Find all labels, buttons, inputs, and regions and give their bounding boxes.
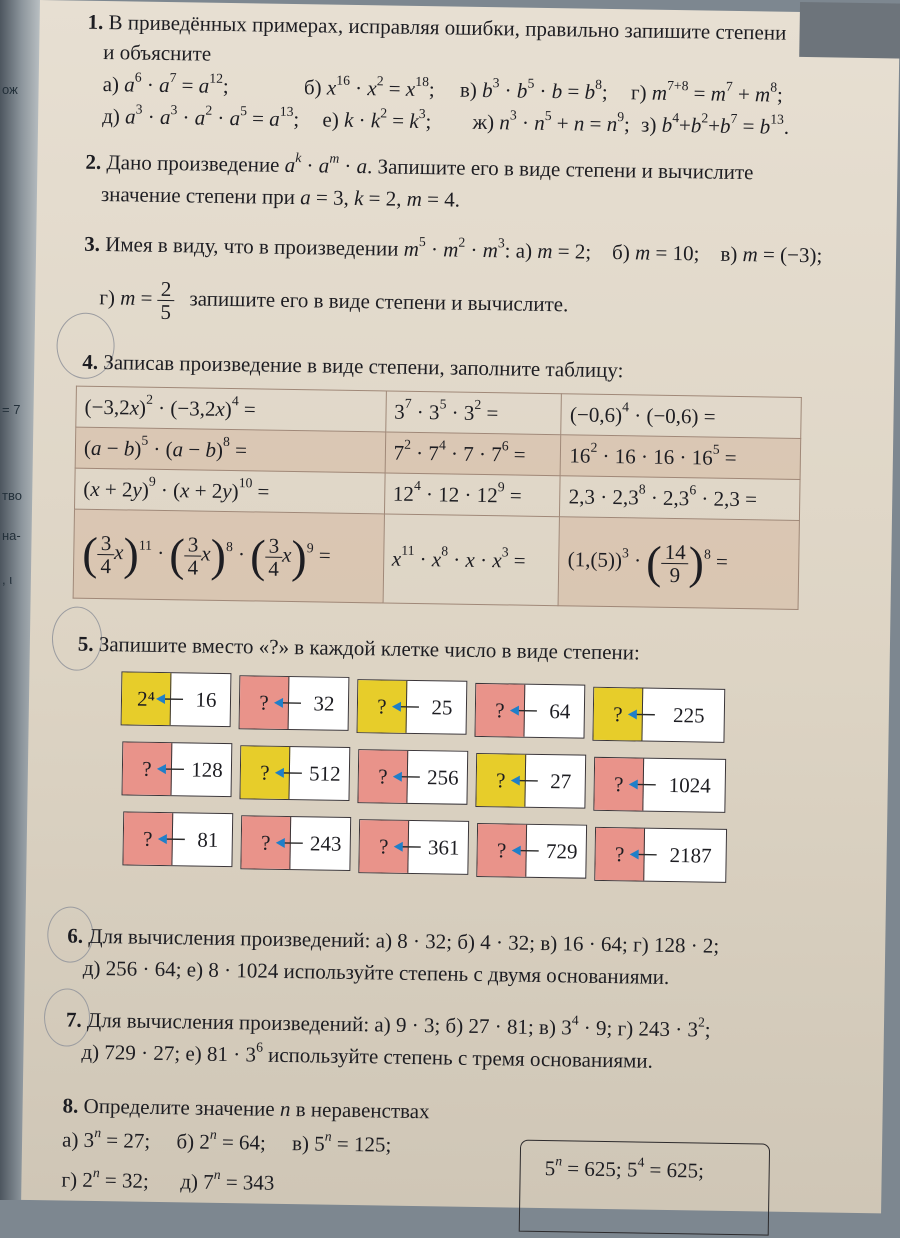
task6-text: Для вычисления произведений: а) 8 · 32; б) 4 · 32; в) 16 · 64; г) 128 · 2; (88, 924, 719, 958)
arrow-left-icon (157, 762, 185, 776)
table-cell: $7^2 \cdot 7^4 \cdot 7 \cdot 7^6$ = (385, 432, 561, 476)
binding-mark: тво (2, 488, 22, 503)
task4-table (73, 386, 802, 610)
cell-number: 361 (419, 821, 468, 874)
task3-text-line2: запишите его в виде степени и вычислите. (189, 287, 568, 317)
cell-answer-slot: ? (123, 812, 173, 865)
binding-mark: на- (2, 528, 21, 543)
example-box-text: 5$^n$ = 625; $5^4 = 625$; (545, 1155, 705, 1183)
table-cell: ( $\frac{3}{4}$ x)$^{11}$ · ( $\frac{3}{4}$ x)$^8$ · ( $\frac{3}{4}$ x)$^9$ = (73, 509, 384, 603)
task6-line1 (67, 923, 719, 959)
cell-answer-slot: ? (358, 680, 408, 733)
cell-answer-slot: ? (594, 758, 644, 811)
example-text: = 625; (644, 1158, 704, 1183)
table-cell: $2,3 \cdot 2,3^8 \cdot 2,3^6 \cdot 2,3$ = (560, 476, 800, 521)
table-cell: $(x + 2y)^9 \cdot (x + 2y)^{10}$ = (75, 468, 385, 514)
arrow-left-icon (158, 832, 186, 846)
power-cell (357, 679, 468, 735)
task7-text: · 9; г) 243 · 3 (578, 1016, 698, 1042)
cell-number: 81 (183, 813, 232, 866)
cell-answer-slot: ? (475, 684, 525, 737)
task2-text-line2: значение степени при (101, 182, 295, 209)
task-number: 1. (87, 10, 103, 34)
cell-number: 729 (537, 825, 586, 878)
task1-text: В приведённых примерах, исправляя ошибки, правильно запишите степени (108, 10, 786, 45)
task2-text: Дано произведение (106, 150, 279, 177)
cell-number: 128 (183, 743, 232, 796)
cell-number: 16 (182, 673, 231, 726)
task4-heading (82, 349, 623, 383)
option-label: з) (641, 112, 657, 136)
example-box (519, 1140, 770, 1236)
cell-number: 2187 (655, 829, 726, 882)
task3-heading: 3. Имея в виду, что в произведении $m^5 \cdot m^2 \cdot m^3$: а) m = 2; б) m = 10; в) m = (−3); (84, 231, 823, 269)
task-number: 7. (66, 1008, 82, 1032)
task1-row1: а) $a^6 \cdot a^7 = a^{12}$; б) $x^{16} \cdot x^2 = x^{18}$; в) $b^3 \cdot b^5 \cdot b = b^8$; г) $m^{7+8} = m^7 + m^8$; (102, 71, 783, 108)
power-cell (476, 823, 587, 879)
cell-number: 25 (418, 681, 467, 734)
task5-heading (78, 631, 640, 666)
power-cell (593, 757, 726, 813)
cell-number: 225 (653, 689, 724, 742)
power-cell (239, 745, 350, 801)
cell-answer-slot: ? (359, 820, 409, 873)
task2-heading: 2. Дано произведение $a^k \cdot a^m \cdot a$. Запишите его в виде степени и вычислите (85, 149, 753, 185)
cell-number: 64 (535, 685, 584, 738)
arrow-left-icon (628, 707, 656, 721)
scan-background (799, 2, 900, 59)
cell-number: 243 (301, 817, 350, 870)
cell-answer-slot: ? (358, 750, 408, 803)
task-number: 2. (85, 150, 101, 174)
arrow-left-icon (512, 844, 540, 858)
task1-row2: д) $a^3 \cdot a^3 \cdot a^2 \cdot a^5 = a^{13}$; е) $k \cdot k^2 = k^3$; ж) $n^3 \cdot n^5 + n = n^9$; з) $b^4+b^2+b^7 = b^{13}$. (102, 103, 789, 140)
option-label: а) (102, 72, 119, 96)
table-cell: $12^4 \cdot 12 \cdot 12^9$ = (384, 473, 560, 517)
arrow-left-icon (156, 692, 184, 706)
table-cell: $(a - b)^5 \cdot (a - b)^8$ = (75, 427, 385, 473)
task8-row1: а) $3^n = 27$; б) $2^n = 64$; в) $5^n = 125$; (62, 1126, 392, 1157)
arrow-left-icon (394, 840, 422, 854)
binding-mark: ож (2, 82, 18, 97)
arrow-left-icon (510, 703, 538, 717)
table-cell: $3^7 \cdot 3^5 \cdot 3^2$ = (385, 391, 561, 435)
table-row (73, 509, 799, 609)
task3-text: Имея в виду, что в произведении (105, 232, 399, 261)
table-cell: $(-0,6)^4 \cdot (-0,6)$ = (561, 394, 801, 439)
option-label: б) (304, 75, 322, 99)
example-text: = 625; 5 (567, 1156, 638, 1181)
power-cell (239, 675, 350, 731)
binding-mark: , ι (2, 572, 12, 587)
option-label: в) (460, 78, 477, 102)
power-cell (240, 815, 351, 871)
task-number: 5. (78, 632, 94, 656)
task-number: 3. (84, 232, 100, 256)
cell-answer-slot: ? (240, 746, 290, 799)
cell-number: 27 (536, 755, 585, 808)
option-label: е) (322, 107, 339, 131)
power-cell (122, 811, 233, 867)
table-cell: $(1,(5))^3$ · ( $\frac{14}{9}$ )$^8$ = (559, 517, 800, 610)
task8-heading: 8. Определите значение n в неравенствах (62, 1092, 429, 1124)
cell-answer-slot: ? (593, 688, 643, 741)
task8-text: в неравенствах (296, 1097, 430, 1123)
power-cell (475, 753, 586, 809)
power-cell (122, 741, 233, 797)
task8-text: Определите значение (83, 1094, 274, 1121)
power-cell (121, 671, 232, 727)
cell-answer-slot: 2⁴ (122, 672, 172, 725)
table-cell: $(-3,2x)^2 \cdot (-3,2x)^4$ = (76, 386, 386, 432)
cell-number: 512 (300, 747, 349, 800)
task-number: 8. (62, 1093, 78, 1117)
binding-mark: = 7 (2, 402, 20, 417)
task5-text: Запишите вместо «?» в каждой клетке число в виде степени: (99, 632, 640, 664)
table-cell: $x^{11} \cdot x^8 \cdot x \cdot x^3$ = (383, 514, 560, 606)
table-cell: $16^2 \cdot 16 \cdot 16 \cdot 16^5$ = (561, 435, 801, 480)
cell-answer-slot: ? (476, 754, 526, 807)
cell-answer-slot: ? (477, 824, 527, 877)
task-number: 4. (82, 350, 98, 374)
task7-text: Для вычисления произведений: а) 9 · 3; б) 27 · 81; в) 3 (87, 1008, 572, 1040)
task8-row2: г) $2^n = 32$; д) $7^n = 343$ (61, 1166, 274, 1195)
arrow-left-icon (274, 696, 302, 710)
cell-answer-slot: ? (123, 742, 173, 795)
cell-answer-slot: ? (240, 676, 290, 729)
task6-line2: д) 256 · 64; е) 8 · 1024 используйте степень с двумя основаниями. (83, 955, 670, 990)
task4-text: Записав произведение в виде степени, заполните таблицу: (103, 350, 623, 382)
task7-line2: д) 729 · 27; е) $81 \cdot 3^6$ используйте степень с тремя основаниями. (81, 1039, 653, 1074)
power-grid (121, 671, 769, 681)
task3-line2: г) m = $\frac{2}{5}$ запишите его в виде степени и вычислите. (99, 277, 569, 329)
cell-number: 1024 (654, 759, 725, 812)
task7-line1: 7. Для вычисления произведений: а) 9 · 3; б) 27 · 81; в) $3^4 \cdot 9$; г) $243 \cdot 3^2$; (66, 1007, 711, 1043)
task2-line2: значение степени при a = 3, k = 2, m = 4. (101, 181, 460, 213)
task1-text-line2: и объясните (103, 39, 211, 67)
arrow-left-icon (393, 770, 421, 784)
task2-text-tail: . Запишите его в виде степени и вычислите (367, 154, 754, 184)
power-cell (592, 687, 725, 743)
task7-text: используйте степень с тремя основаниями. (263, 1043, 653, 1073)
option-label: ж) (472, 110, 494, 134)
textbook-page (21, 0, 900, 1213)
power-cell (358, 819, 469, 875)
arrow-left-icon (630, 847, 658, 861)
power-cell (474, 683, 585, 739)
cell-number: 256 (418, 751, 467, 804)
arrow-left-icon (392, 700, 420, 714)
power-cell (357, 749, 468, 805)
option-label: г) (631, 80, 647, 104)
power-cell (594, 827, 727, 883)
arrow-left-icon (276, 836, 304, 850)
arrow-left-icon (629, 777, 657, 791)
cell-number: 32 (300, 677, 349, 730)
arrow-left-icon (275, 766, 303, 780)
task7-text: д) 729 · 27; е) 81 · 3 (81, 1040, 256, 1067)
option-label: д) (102, 104, 120, 128)
task-number: 6. (67, 924, 83, 948)
fraction: $\frac{2}{5}$ (157, 278, 174, 323)
arrow-left-icon (511, 773, 539, 787)
cell-answer-slot: ? (595, 828, 645, 881)
cell-answer-slot: ? (241, 816, 291, 869)
